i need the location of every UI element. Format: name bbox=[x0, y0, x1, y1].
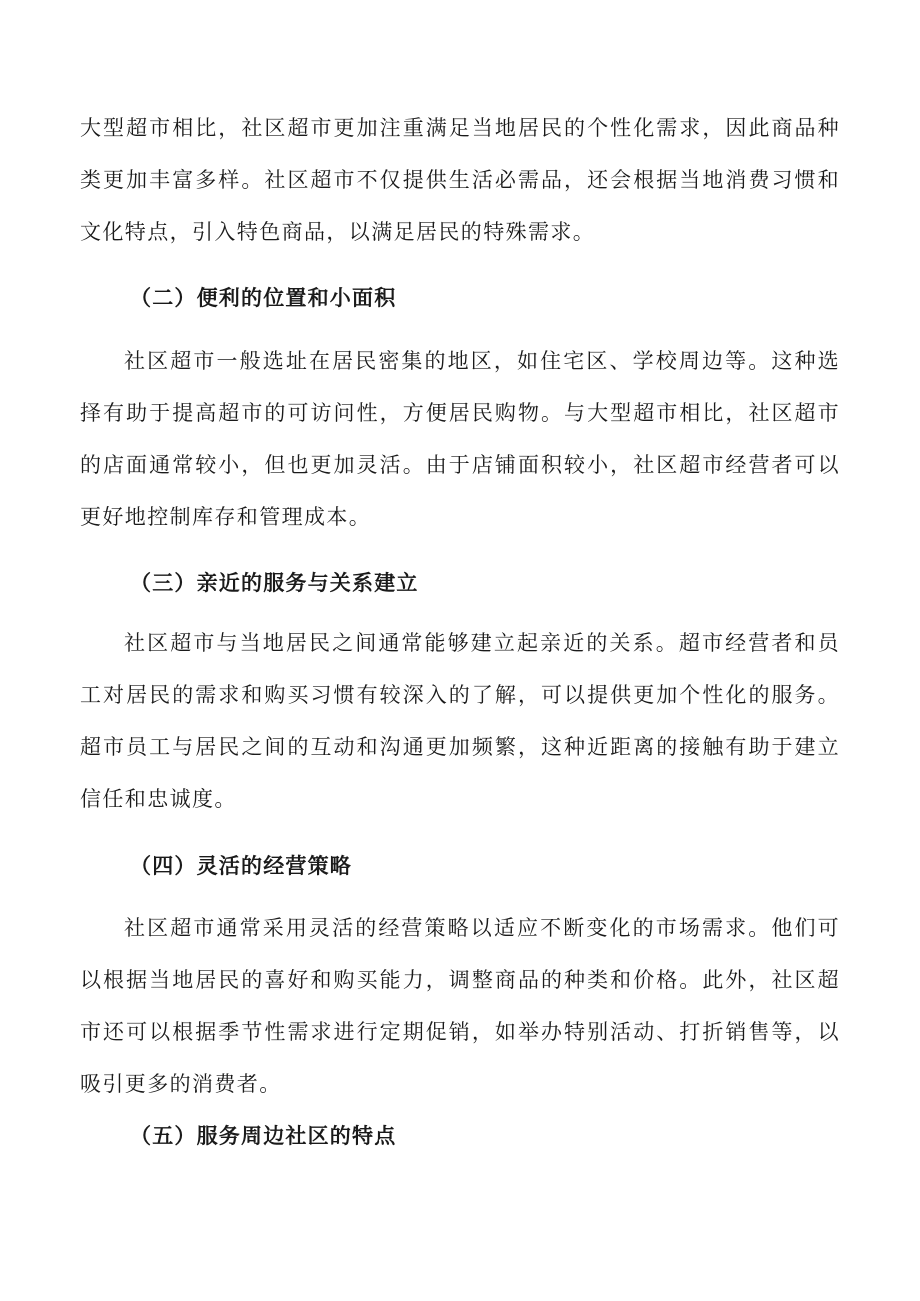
section-heading-5-number: （五） bbox=[130, 1123, 197, 1148]
section-heading-5 bbox=[130, 1110, 396, 1162]
paragraph-intro-continued: 大型超市相比，社区超市更加注重满足当地居民的个性化需求，因此商品种类更加丰富多样。社区超市不仅提供生活必需品，还会根据当地消费习惯和文化特点，引入特色商品，以满足居民的特殊需求。 bbox=[80, 116, 840, 244]
paragraph-section-4: 社区超市通常采用灵活的经营策略以适应不断变化的市场需求。他们可以根据当地居民的喜好和购买能力，调整商品的种类和价格。此外，社区超市还可以根据季节性需求进行定期促销，如举办特别活动、打折销售等，以吸引更多的消费者。 bbox=[80, 916, 840, 1096]
section-heading-4 bbox=[130, 840, 352, 892]
section-heading-5-text: 服务周边社区的特点 bbox=[196, 1123, 397, 1148]
paragraph-section-2: 社区超市一般选址在居民密集的地区，如住宅区、学校周边等。这种选择有助于提高超市的可访问性，方便居民购物。与大型超市相比，社区超市的店面通常较小，但也更加灵活。由于店铺面积较小，社区超市经营者可以更好地控制库存和管理成本。 bbox=[80, 349, 840, 529]
section-heading-4-number: （四） bbox=[130, 853, 197, 878]
section-heading-3-text: 亲近的服务与关系建立 bbox=[196, 570, 419, 595]
section-heading-2-text: 便利的位置和小面积 bbox=[196, 285, 397, 310]
section-heading-3 bbox=[130, 557, 419, 609]
paragraph-section-3: 社区超市与当地居民之间通常能够建立起亲近的关系。超市经营者和员工对居民的需求和购买习惯有较深入的了解，可以提供更加个性化的服务。超市员工与居民之间的互动和沟通更加频繁，这种近距离的接触有助于建立信任和忠诚度。 bbox=[80, 631, 840, 811]
section-heading-2-number: （二） bbox=[130, 285, 197, 310]
section-heading-3-number: （三） bbox=[130, 570, 197, 595]
section-heading-4-text: 灵活的经营策略 bbox=[196, 853, 353, 878]
section-heading-2 bbox=[130, 272, 396, 324]
